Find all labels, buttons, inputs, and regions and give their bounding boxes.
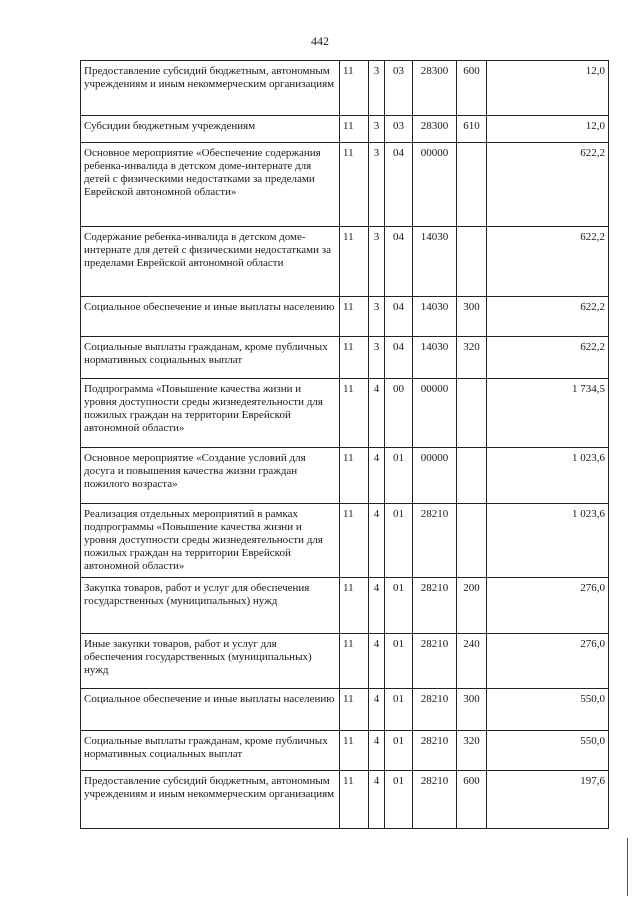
row-name: Реализация отдельных мероприятий в рамках подпрограммы «Повышение качества жизни и уровня доступности среды жизнедеятельности для пожилых граждан на территории Еврейской автономной области» — [81, 504, 340, 578]
section-code: 11 — [340, 771, 369, 829]
section-code: 11 — [340, 634, 369, 689]
row-name: Предоставление субсидий бюджетным, автономным учреждениям и иным некоммерческим организациям — [81, 61, 340, 116]
row-name: Закупка товаров, работ и услуг для обеспечения государственных (муниципальных) нужд — [81, 578, 340, 634]
target-article-code: 28210 — [413, 689, 457, 731]
table-row — [81, 337, 609, 379]
expense-type-code: 320 — [457, 731, 487, 771]
row-name: Основное мероприятие «Обеспечение содержания ребенка-инвалида в детском доме-интернате для детей с физическими недостатками за пределами Еврейской автономной области» — [81, 143, 340, 227]
row-name: Социальные выплаты гражданам, кроме публичных нормативных социальных выплат — [81, 731, 340, 771]
row-name: Субсидии бюджетным учреждениям — [81, 116, 340, 143]
amount: 1 023,6 — [487, 504, 609, 578]
subsection-code: 3 — [369, 227, 385, 297]
amount: 622,2 — [487, 337, 609, 379]
expense-type-code: 240 — [457, 634, 487, 689]
subsection-code: 3 — [369, 116, 385, 143]
program-code: 04 — [385, 227, 413, 297]
amount: 276,0 — [487, 578, 609, 634]
program-code: 03 — [385, 116, 413, 143]
table-row — [81, 116, 609, 143]
target-article-code: 28210 — [413, 578, 457, 634]
section-code: 11 — [340, 578, 369, 634]
section-code: 11 — [340, 143, 369, 227]
table-row — [81, 297, 609, 337]
target-article-code: 00000 — [413, 379, 457, 448]
section-code: 11 — [340, 379, 369, 448]
program-code: 01 — [385, 448, 413, 504]
section-code: 11 — [340, 731, 369, 771]
section-code: 11 — [340, 116, 369, 143]
subsection-code: 4 — [369, 634, 385, 689]
table-row — [81, 771, 609, 829]
row-name: Основное мероприятие «Создание условий для досуга и повышения качества жизни граждан пожилого возраста» — [81, 448, 340, 504]
table-row — [81, 379, 609, 448]
target-article-code: 28210 — [413, 731, 457, 771]
expense-type-code: 600 — [457, 61, 487, 116]
expense-type-code: 200 — [457, 578, 487, 634]
amount: 12,0 — [487, 61, 609, 116]
target-article-code: 00000 — [413, 143, 457, 227]
program-code: 04 — [385, 143, 413, 227]
amount: 550,0 — [487, 689, 609, 731]
expense-type-code: 320 — [457, 337, 487, 379]
program-code: 01 — [385, 731, 413, 771]
row-name: Подпрограмма «Повышение качества жизни и уровня доступности среды жизнедеятельности для пожилых граждан на территории Еврейской автономной области» — [81, 379, 340, 448]
budget-table — [80, 60, 609, 829]
subsection-code: 4 — [369, 731, 385, 771]
target-article-code: 14030 — [413, 337, 457, 379]
row-name: Содержание ребенка-инвалида в детском доме-интернате для детей с физическими недостатками за пределами Еврейской автономной области — [81, 227, 340, 297]
program-code: 04 — [385, 337, 413, 379]
subsection-code: 4 — [369, 771, 385, 829]
section-code: 11 — [340, 227, 369, 297]
row-name: Предоставление субсидий бюджетным, автономным учреждениям и иным некоммерческим организациям — [81, 771, 340, 829]
page-number: 442 — [311, 34, 329, 48]
subsection-code: 3 — [369, 143, 385, 227]
table-row — [81, 731, 609, 771]
expense-type-code: 600 — [457, 771, 487, 829]
amount: 622,2 — [487, 143, 609, 227]
target-article-code: 28300 — [413, 61, 457, 116]
program-code: 01 — [385, 689, 413, 731]
amount: 1 023,6 — [487, 448, 609, 504]
table-row — [81, 227, 609, 297]
expense-type-code: 610 — [457, 116, 487, 143]
program-code: 04 — [385, 297, 413, 337]
subsection-code: 3 — [369, 337, 385, 379]
program-code: 03 — [385, 61, 413, 116]
target-article-code: 14030 — [413, 297, 457, 337]
subsection-code: 4 — [369, 448, 385, 504]
row-name: Социальное обеспечение и иные выплаты населению — [81, 689, 340, 731]
target-article-code: 28210 — [413, 634, 457, 689]
amount: 622,2 — [487, 297, 609, 337]
target-article-code: 00000 — [413, 448, 457, 504]
expense-type-code — [457, 227, 487, 297]
table-row — [81, 634, 609, 689]
subsection-code: 4 — [369, 379, 385, 448]
target-article-code: 14030 — [413, 227, 457, 297]
row-name: Социальные выплаты гражданам, кроме публичных нормативных социальных выплат — [81, 337, 340, 379]
amount: 622,2 — [487, 227, 609, 297]
table-row — [81, 689, 609, 731]
amount: 12,0 — [487, 116, 609, 143]
amount: 276,0 — [487, 634, 609, 689]
table-row — [81, 578, 609, 634]
expense-type-code: 300 — [457, 297, 487, 337]
subsection-code: 4 — [369, 578, 385, 634]
subsection-code: 3 — [369, 61, 385, 116]
section-code: 11 — [340, 689, 369, 731]
table-row — [81, 143, 609, 227]
expense-type-code — [457, 143, 487, 227]
program-code: 00 — [385, 379, 413, 448]
row-name: Иные закупки товаров, работ и услуг для обеспечения государственных (муниципальных) нужд — [81, 634, 340, 689]
subsection-code: 4 — [369, 689, 385, 731]
section-code: 11 — [340, 297, 369, 337]
target-article-code: 28300 — [413, 116, 457, 143]
section-code: 11 — [340, 448, 369, 504]
expense-type-code: 300 — [457, 689, 487, 731]
program-code: 01 — [385, 578, 413, 634]
subsection-code: 4 — [369, 504, 385, 578]
row-name: Социальное обеспечение и иные выплаты населению — [81, 297, 340, 337]
section-code: 11 — [340, 337, 369, 379]
program-code: 01 — [385, 771, 413, 829]
subsection-code: 3 — [369, 297, 385, 337]
amount: 197,6 — [487, 771, 609, 829]
amount: 550,0 — [487, 731, 609, 771]
table-row — [81, 504, 609, 578]
target-article-code: 28210 — [413, 771, 457, 829]
expense-type-code — [457, 504, 487, 578]
amount: 1 734,5 — [487, 379, 609, 448]
table-row — [81, 448, 609, 504]
expense-type-code — [457, 379, 487, 448]
scan-edge-mark — [627, 838, 628, 896]
target-article-code: 28210 — [413, 504, 457, 578]
table-row — [81, 61, 609, 116]
section-code: 11 — [340, 504, 369, 578]
program-code: 01 — [385, 634, 413, 689]
expense-type-code — [457, 448, 487, 504]
program-code: 01 — [385, 504, 413, 578]
section-code: 11 — [340, 61, 369, 116]
